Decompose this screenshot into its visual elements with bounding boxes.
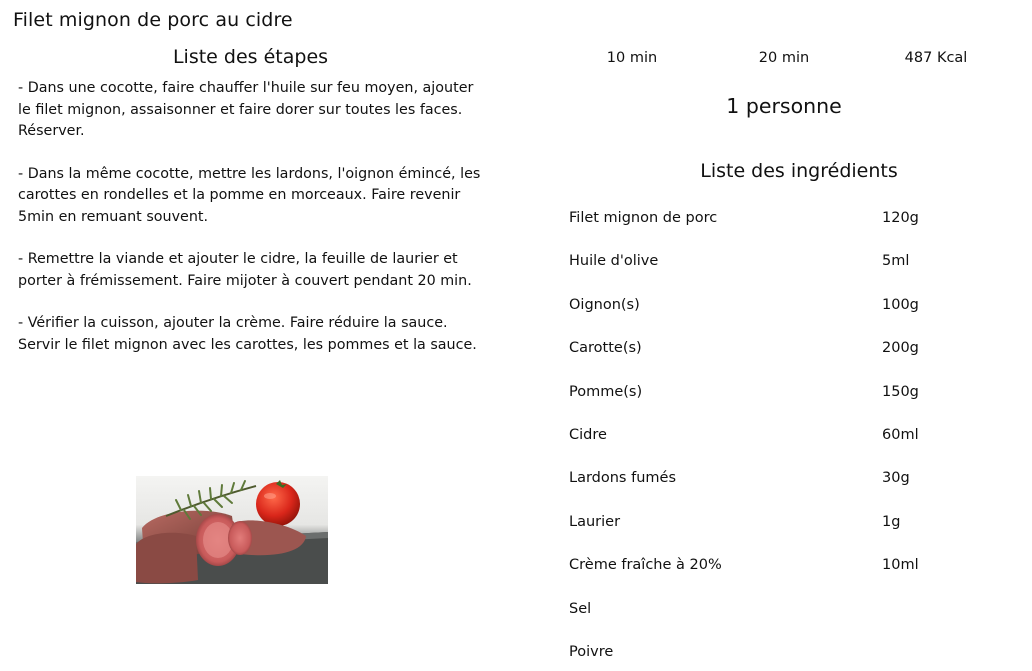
ingredient-row	[569, 208, 1009, 251]
ingredient-quantity: 200g	[882, 340, 919, 357]
ingredient-name: Cidre	[569, 426, 607, 443]
ingredient-quantity: 150g	[882, 383, 919, 400]
ingredient-name: Lardons fumés	[569, 470, 676, 487]
ingredients-list	[569, 208, 1009, 671]
steps-heading: Liste des étapes	[172, 46, 329, 68]
ingredient-row	[569, 425, 1009, 468]
recipe-meta	[560, 50, 1020, 70]
step-item: - Dans la même cocotte, mettre les lardons, l'oignon émincé, les carottes en rondelles et la pomme en morceaux. Faire revenir 5min en remuant souvent.	[18, 165, 481, 225]
ingredient-name: Huile d'olive	[569, 253, 659, 270]
ingredient-row	[569, 295, 1009, 338]
recipe-photo	[136, 476, 328, 584]
step-item: - Vérifier la cuisson, ajouter la crème. Faire réduire la sauce. Servir le filet mignon avec les carottes, les pommes et la sauce.	[18, 315, 477, 353]
ingredient-row	[569, 555, 1009, 598]
ingredient-row	[569, 251, 1009, 294]
recipe-title: Filet mignon de porc au cidre	[13, 9, 293, 31]
step-item: - Dans une cocotte, faire chauffer l'huile sur feu moyen, ajouter le filet mignon, assaisonner et faire dorer sur toutes les faces. Réserver.	[18, 80, 474, 139]
ingredient-name: Filet mignon de porc	[569, 210, 718, 226]
ingredient-name: Oignon(s)	[569, 296, 640, 313]
steps-section	[18, 46, 483, 377]
cook-time: 20 min	[758, 50, 810, 66]
ingredient-quantity: 30g	[882, 470, 910, 487]
step-item: - Remettre la viande et ajouter le cidre, la feuille de laurier et porter à frémissement. Faire mijoter à couvert pendant 20 min.	[18, 251, 472, 289]
ingredient-name: Laurier	[569, 513, 621, 530]
ingredient-name: Poivre	[569, 643, 614, 660]
ingredient-quantity: 60ml	[882, 426, 919, 443]
servings: 1 personne	[726, 94, 842, 118]
ingredients-heading: Liste des ingrédients	[700, 160, 898, 182]
ingredient-row	[569, 468, 1009, 511]
prep-time: 10 min	[606, 50, 658, 66]
ingredient-row	[569, 642, 1009, 671]
ingredient-quantity: 5ml	[882, 253, 910, 270]
ingredient-row	[569, 338, 1009, 381]
ingredient-row	[569, 512, 1009, 555]
ingredient-row	[569, 599, 1009, 642]
ingredient-quantity: 1g	[882, 513, 901, 530]
ingredient-row	[569, 382, 1009, 425]
calories: 487 Kcal	[904, 50, 968, 66]
ingredient-name: Carotte(s)	[569, 340, 642, 357]
ingredient-name: Sel	[569, 600, 592, 617]
ingredient-name: Crème fraîche à 20%	[569, 557, 722, 574]
ingredient-quantity: 100g	[882, 296, 919, 313]
ingredient-quantity: 10ml	[882, 557, 919, 574]
ingredient-name: Pomme(s)	[569, 383, 643, 400]
ingredient-quantity: 120g	[882, 210, 919, 226]
